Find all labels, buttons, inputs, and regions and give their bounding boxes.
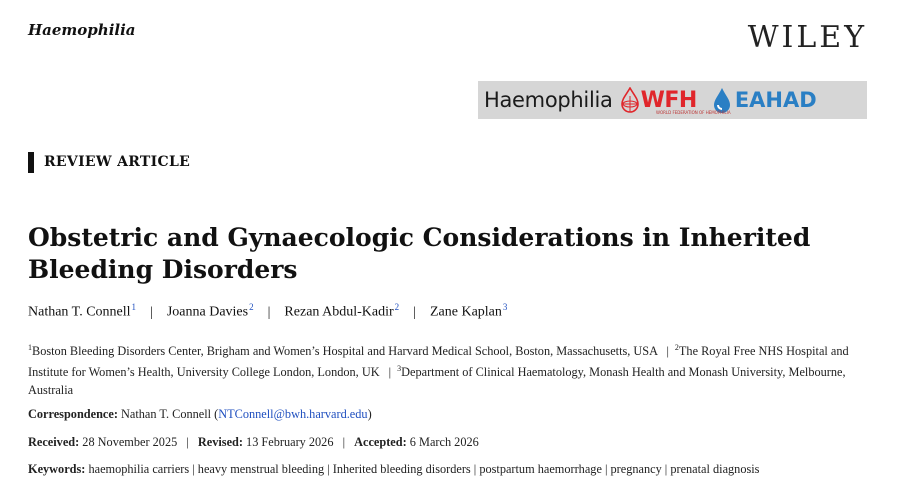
affil-1-number: 1: [28, 343, 32, 352]
correspondence-name: Nathan T. Connell: [121, 407, 212, 421]
author-3[interactable]: Rezan Abdul-Kadir$^2$: [284, 302, 400, 320]
author-separator: |: [413, 304, 416, 320]
revised-date: 13 February 2026: [246, 435, 334, 449]
keywords-label: Keywords:: [28, 462, 86, 476]
affil-3-number: 3: [397, 364, 402, 374]
author-4-affil-link[interactable]: 3: [502, 302, 508, 312]
received-label: Received:: [28, 435, 80, 449]
keywords: [28, 462, 759, 477]
correspondence-label: Correspondence:: [28, 407, 118, 421]
banner-haemophilia-text: Haemophilia: [484, 88, 613, 112]
author-list: [28, 302, 507, 321]
author-2[interactable]: Joanna Davies$^2$: [166, 302, 254, 320]
author-1[interactable]: Nathan T. Connell$^1$: [28, 302, 137, 320]
author-4[interactable]: Zane Kaplan$^3$: [429, 302, 508, 320]
correspondence-close-paren: ): [367, 407, 372, 421]
affil-separator: |: [388, 365, 392, 380]
affil-1-text: Boston Bleeding Disorders Center, Brigham and Women’s Hospital and Harvard Medical School, Boston, Massachusetts, USA: [32, 344, 658, 359]
keywords-list: haemophilia carriers | heavy menstrual bleeding | Inherited bleeding disorders | postpartum haemorrhage | pregnancy | prenatal diagnosis: [88, 462, 760, 476]
affil-3-text: Department of Clinical Haematology, Monash Health and Monash University, Melbourne, Australia: [28, 365, 846, 398]
affil-2-text: The Royal Free NHS Hospital and Institute for Women’s Health, University College London, London, UK: [28, 344, 849, 380]
article-type-label: REVIEW ARTICLE: [28, 152, 190, 173]
affil-2-number: 2: [674, 343, 679, 352]
received-date: 28 November 2025: [82, 435, 178, 449]
wfh-subtitle: WORLD FEDERATION OF HEMOPHILIA: [656, 110, 731, 115]
accepted-label: Accepted:: [354, 435, 407, 449]
journal-name[interactable]: Haemophilia: [28, 21, 136, 39]
wfh-globe-icon: [619, 87, 641, 113]
article-title: Obstetric and Gynaecologic Considerations in Inherited Bleeding Disorders: [28, 223, 811, 284]
author-separator: |: [267, 304, 271, 320]
author-1-affil-link[interactable]: 1: [131, 302, 137, 312]
author-3-affil-link[interactable]: 2: [394, 302, 400, 312]
article-dates: [28, 435, 479, 450]
accepted-date: 6 March 2026: [409, 435, 479, 449]
author-separator: |: [150, 304, 153, 320]
correspondence-open-paren: (: [214, 407, 219, 421]
affiliations: [28, 339, 888, 399]
affil-separator: |: [666, 344, 669, 359]
eahad-text: EAHAD: [734, 88, 817, 112]
author-2-affil-link[interactable]: 2: [249, 302, 254, 312]
correspondence-email-link[interactable]: NTConnell@bwh.harvard.edu: [218, 407, 368, 421]
correspondence: [28, 407, 372, 422]
date-separator: |: [342, 435, 346, 449]
wfh-text: WFH: [640, 87, 697, 113]
publisher-logo[interactable]: WILEY: [747, 20, 867, 55]
date-separator: |: [186, 435, 189, 449]
revised-label: Revised:: [197, 435, 243, 449]
